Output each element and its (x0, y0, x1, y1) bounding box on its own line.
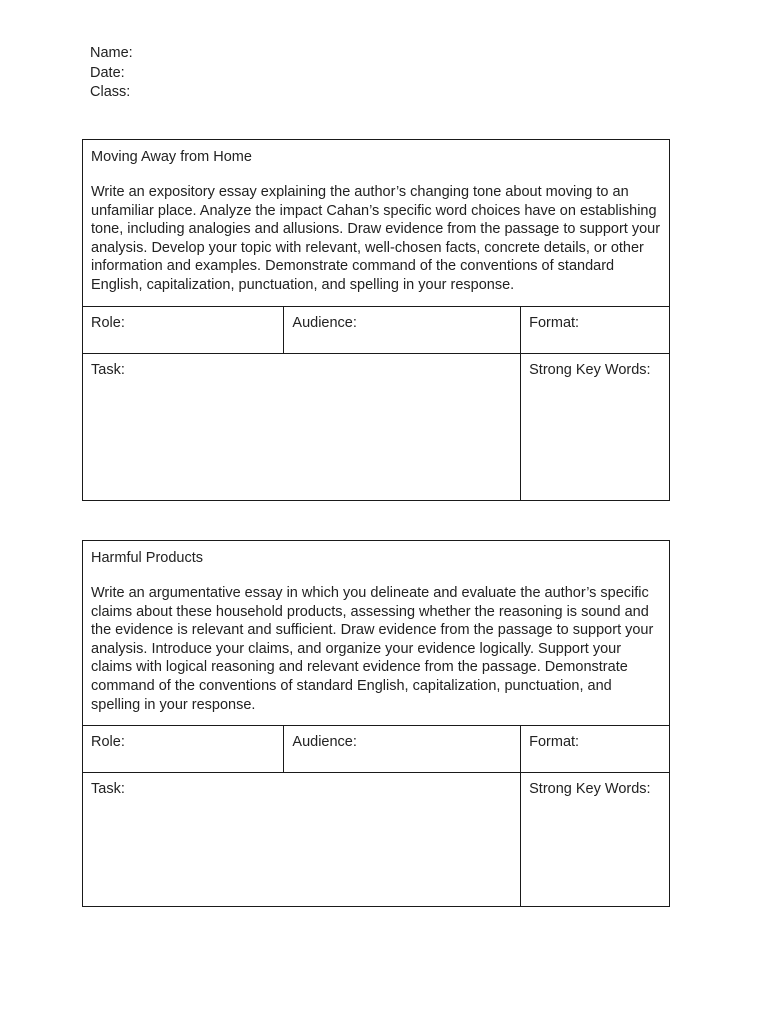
task-cell: Task: (91, 781, 125, 798)
audience-cell: Audience: (283, 726, 520, 772)
prompt-title: Moving Away from Home (91, 149, 252, 165)
raft-task-row (83, 772, 669, 906)
role-cell: Role: (91, 734, 125, 751)
format-cell: Format: (520, 726, 669, 772)
date-label: Date: (90, 64, 125, 81)
prompt-description: Write an expository essay explaining the author’s changing tone about moving to an unfamiliar place. Analyze the impact Cahan’s specific word choices have on establishing tone, including analogies and allusions. Draw evidence from the passage to support your analysis. Develop your topic with relevant, well-chosen facts, concrete details, or other information and examples. Demonstrate command of the conventions of standard English, capitalization, punctuation, and spelling in your response. (91, 184, 661, 293)
audience-cell: Audience: (283, 307, 520, 353)
strong-key-words-cell: Strong Key Words: (520, 773, 669, 906)
raft-header-row (83, 725, 669, 772)
strong-key-words-cell: Strong Key Words: (520, 354, 669, 500)
prompt-title: Harmful Products (91, 550, 204, 566)
student-header (90, 44, 133, 103)
raft-task-row (83, 353, 669, 500)
format-cell: Format: (520, 307, 669, 353)
name-label: Name: (90, 45, 133, 61)
prompt-box-moving-away (82, 139, 670, 501)
prompt-box-harmful-products (82, 540, 670, 907)
task-cell: Task: (91, 361, 125, 378)
raft-header-row (83, 306, 669, 353)
role-cell: Role: (91, 314, 125, 331)
class-label: Class: (90, 84, 131, 100)
prompt-description: Write an argumentative essay in which you delineate and evaluate the author’s specific claims about these household products, assessing whether the reasoning is sound and the evidence is relevant and sufficient. Draw evidence from the passage to support your analysis. Introduce your claims, and organize your evidence logically. Support your claims with logical reasoning and relevant evidence from the passage. Demonstrate command of the conventions of standard English, capitalization, punctuation, and spelling in your response. (91, 585, 654, 713)
